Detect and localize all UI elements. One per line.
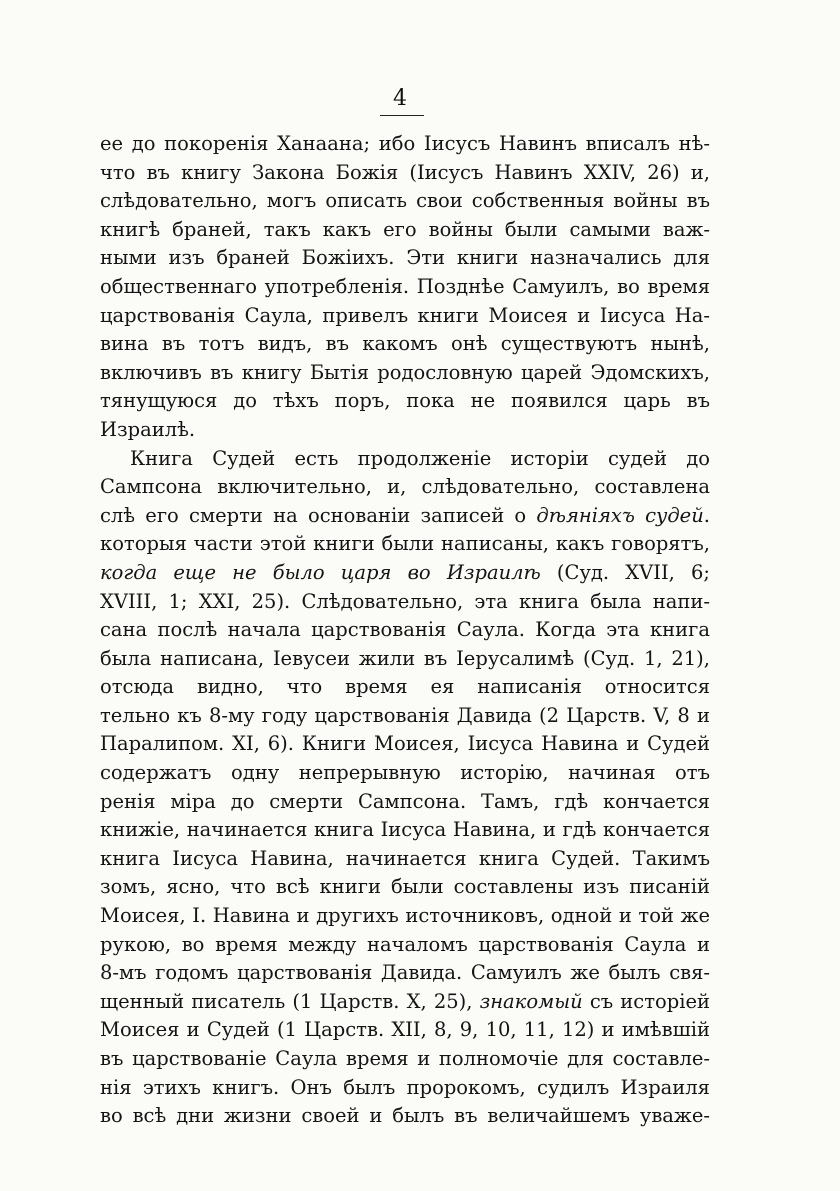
text-run: слѣдовательно, могъ описать свои собственныя войны въ <box>100 189 710 213</box>
text-line <box>100 931 710 960</box>
italic-phrase: когда еще не было царя во Израилѣ <box>100 560 541 584</box>
text-line <box>100 502 710 531</box>
text-line <box>100 959 710 988</box>
body-text <box>100 130 710 1131</box>
text-run: что въ книгу Закона Божія (Іисусъ Навинъ XXIV, 26) и, <box>100 160 710 184</box>
text-line <box>100 730 710 759</box>
text-line <box>100 673 710 702</box>
text-line <box>100 816 710 845</box>
text-run: Моисея и Судей (1 Царств. XII, 8, 9, 10, 11, 12) и имѣвшій <box>100 1018 710 1042</box>
text-line <box>100 616 710 645</box>
text-line <box>100 530 710 559</box>
text-line <box>100 902 710 931</box>
text-run: . <box>703 503 710 527</box>
text-run: слѣ его смерти на основаніи записей о <box>100 503 537 527</box>
text-line <box>100 845 710 874</box>
text-line <box>100 473 710 502</box>
text-run: ными изъ браней Божіихъ. Эти книги назначались для <box>100 246 710 270</box>
paragraph <box>100 130 710 445</box>
text-line <box>100 645 710 674</box>
paragraph <box>100 445 710 1131</box>
text-line <box>100 445 710 474</box>
text-run: тельно къ 8-му году царствованія Давида (2 Царств. V, 8 и <box>100 703 710 727</box>
text-line <box>100 187 710 216</box>
text-run: общественнаго употребленія. Позднѣе Самуилъ, во время <box>100 274 710 298</box>
text-line <box>100 159 710 188</box>
text-line <box>100 130 710 159</box>
italic-phrase: дѣяніяхъ судей <box>536 503 704 527</box>
text-line <box>100 330 710 359</box>
text-run: нія этихъ книгъ. Онъ былъ пророкомъ, судилъ Израиля <box>100 1075 710 1099</box>
text-line <box>100 1016 710 1045</box>
text-run: содержатъ одну непрерывную исторію, начиная отъ <box>100 761 710 785</box>
text-run: 8-мъ годомъ царствованія Давида. Самуилъ же былъ свя- <box>100 961 710 985</box>
text-line <box>100 359 710 388</box>
text-line <box>100 988 710 1017</box>
text-line <box>100 559 710 588</box>
text-run: во всѣ дни жизни своей и былъ въ величайшемъ уваже- <box>100 1104 710 1128</box>
text-run: рукою, во время между началомъ царствованія Саула и <box>100 932 710 956</box>
text-run: щенный писатель (1 Царств. X, 25), <box>100 989 480 1013</box>
text-run: въ царствованіе Саула время и полномочіе для составле- <box>100 1047 710 1070</box>
text-line <box>100 1045 710 1074</box>
text-run: включивъ въ книгу Бытія родословную царей Эдомскихъ, <box>100 360 710 384</box>
text-run: книжіе, начинается книга Іисуса Навина, и гдѣ кончается <box>100 818 710 842</box>
text-run: которыя части этой книги были написаны, какъ говорятъ, <box>100 532 710 556</box>
text-run: Паралипом. XI, 6). Книги Моисея, Іисуса Навина и Судей <box>100 732 710 756</box>
text-line <box>100 216 710 245</box>
text-run: была написана, Іевусеи жили въ Іерусалимѣ (Суд. 1, 21), <box>100 646 710 670</box>
text-run: зомъ, ясно, что всѣ книги были составлены изъ писаній <box>100 875 710 899</box>
italic-phrase: знакомый <box>479 989 583 1013</box>
text-line <box>100 302 710 331</box>
text-run: Книга Судей есть продолженіе исторіи судей до <box>130 446 710 470</box>
text-run: XVIII, 1; XXI, 25). Слѣдовательно, эта книга была напи- <box>100 589 710 613</box>
text-run: ее до покоренія Ханаана; ибо Іисусъ Навинъ вписалъ нѣ- <box>100 132 710 155</box>
text-run: отсюда видно, что время ея написанія относится <box>100 675 710 699</box>
text-run: книгѣ браней, такъ какъ его войны были самыми важ- <box>100 217 710 241</box>
text-run: царствованія Саула, привелъ книги Моисея и Іисуса На- <box>100 303 710 327</box>
text-line <box>100 1074 710 1103</box>
text-line <box>100 273 710 302</box>
text-run: съ исторіей <box>582 989 710 1013</box>
text-run: вина въ тотъ видъ, въ какомъ онѣ существуютъ нынѣ, <box>100 332 710 356</box>
text-run: книга Іисуса Навина, начинается книга Судей. Такимъ <box>100 846 710 870</box>
page-number: 4 <box>393 86 407 111</box>
text-run: Моисея, І. Навина и другихъ источниковъ, одной и той же <box>100 904 710 928</box>
text-line <box>100 702 710 731</box>
text-run: сана послѣ начала царствованія Саула. Когда эта книга <box>100 618 710 642</box>
header-rule <box>380 115 424 116</box>
text-line <box>100 416 710 445</box>
text-run: ренія міра до смерти Сампсона. Тамъ, гдѣ кончается <box>100 789 710 813</box>
text-line <box>100 759 710 788</box>
text-line <box>100 387 710 416</box>
text-run: (Суд. XVII, 6; <box>540 560 710 584</box>
text-line <box>100 1102 710 1131</box>
text-line <box>100 788 710 817</box>
text-line <box>100 588 710 617</box>
text-run: Израилѣ. <box>100 417 196 441</box>
text-run: Сампсона включительно, и, слѣдовательно, составлена <box>100 475 710 499</box>
text-line <box>100 244 710 273</box>
text-line <box>100 873 710 902</box>
text-run: тянущуюся до тѣхъ поръ, пока не появился царь въ <box>100 389 710 413</box>
